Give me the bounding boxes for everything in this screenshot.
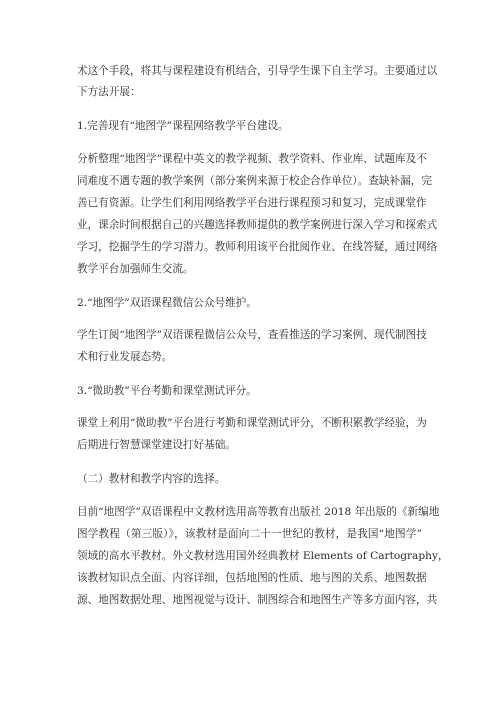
paragraph-line: 下方法开展： bbox=[77, 86, 141, 98]
paragraph-line: 图学教程（第三版）》，该教材是面向二十一世纪的教材，是我国“地图学” bbox=[77, 528, 422, 540]
paragraph-line: 业，课余时间根据自己的兴趣选择教师提供的教学案例进行深入学习和探索式 bbox=[77, 219, 438, 231]
section-heading: 1.完善现有“地图学”课程网络教学平台建设。 bbox=[77, 120, 289, 132]
paragraph-line: 术和行业发展态势。 bbox=[77, 351, 173, 363]
section-heading: 3.“微助教”平台考勤和课堂测试评分。 bbox=[77, 385, 257, 397]
paragraph-line: 善已有资源。让学生们利用网络教学平台进行课程预习和复习，完成课堂作 bbox=[77, 197, 427, 209]
paragraph-line: 目前“地图学”双语课程中文教材选用高等教育出版社 2018 年出版的《新编地 bbox=[77, 506, 440, 518]
paragraph-line: 教学平台加强师生交流。 bbox=[77, 263, 194, 275]
section-heading: （二）教材和教学内容的选择。 bbox=[77, 473, 226, 485]
paragraph-line: 该教材知识点全面、内容详细，包括地图的性质、地与图的关系、地图数据 bbox=[77, 572, 427, 584]
paragraph-line: 学习，挖掘学生的学习潜力。教师利用该平台批阅作业、在线答疑，通过网络 bbox=[77, 241, 438, 253]
paragraph-line: 同难度不遇专题的教学案例（部分案例来源于校企合作单位）。查缺补漏，完 bbox=[77, 175, 432, 187]
paragraph-line: 后期进行智慧课堂建设打好基础。 bbox=[77, 439, 236, 451]
paragraph-line: 领域的高水平教材。外文教材选用国外经典教材 Elements of Cartography， bbox=[77, 550, 449, 562]
paragraph-line: 术这个手段，将其与课程建设有机结合，引导学生课下自主学习。主要通过以 bbox=[77, 65, 438, 77]
paragraph-line: 源、地图数据处理、地图视觉与设计、制图综合和地图生产等多方面内容，共 bbox=[77, 594, 438, 606]
paragraph-line: 学生订阅“地图学”双语课程微信公众号，查看推送的学习案例、现代制图技 bbox=[77, 329, 427, 341]
paragraph-line: 分析整理“地图学”课程中英文的教学视频、教学资料、作业库、试题库及不 bbox=[77, 153, 427, 165]
paragraph-line: 课堂上利用“微助教”平台进行考勤和课堂测试评分，不断积累教学经验，为 bbox=[77, 417, 427, 429]
section-heading: 2.“地图学”双语课程微信公众号维护。 bbox=[77, 297, 257, 309]
